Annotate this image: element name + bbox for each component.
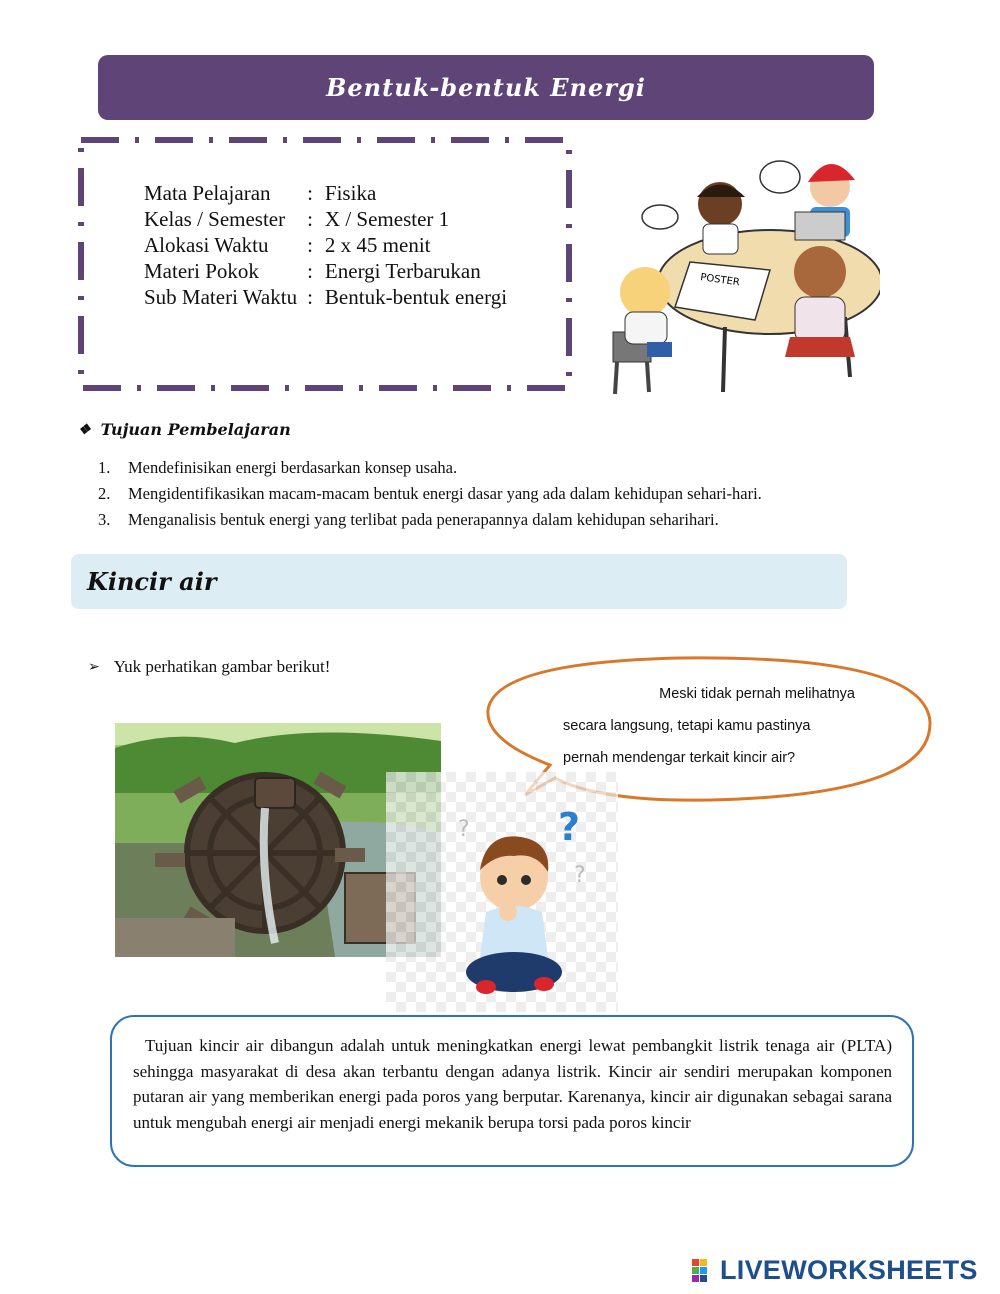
info-colon: : — [307, 207, 313, 231]
info-row — [144, 206, 507, 232]
info-label: Sub Materi Waktu — [144, 285, 298, 309]
info-label: Materi Pokok — [144, 259, 259, 283]
list-item — [98, 481, 978, 507]
list-text: Mendefinisikan energi berdasarkan konsep usaha. — [128, 458, 458, 477]
list-text: Mengidentifikasikan macam-macam bentuk energi dasar yang ada dalam kehidupan sehari-hari. — [128, 484, 762, 503]
logo-mark-icon — [692, 1259, 716, 1283]
section-heading: Kincir air — [87, 567, 217, 596]
info-colon: : — [307, 259, 313, 283]
info-row — [144, 232, 507, 258]
list-text: Menganalisis bentuk energi yang terlibat pada penerapannya dalam kehidupan seharihari. — [128, 510, 719, 529]
info-colon: : — [307, 233, 313, 257]
thinking-boy-illustration — [386, 772, 618, 1012]
info-colon: : — [307, 285, 313, 309]
prompt-text: Yuk perhatikan gambar berikut! — [113, 657, 331, 676]
bubble-text — [563, 678, 855, 774]
question-mark-icon: ? — [574, 863, 586, 888]
question-mark-icon: ? — [558, 805, 581, 849]
info-value: 2 x 45 menit — [324, 233, 431, 257]
section-banner — [71, 554, 847, 609]
objectives-title: Tujuan Pembelajaran — [100, 420, 291, 439]
logo-text: LIVEWORKSHEETS — [720, 1255, 978, 1285]
info-value: X / Semester 1 — [324, 207, 450, 231]
list-number: 2. — [98, 484, 111, 503]
info-label: Mata Pelajaran — [144, 181, 271, 205]
diamond-bullet-icon: ❖ — [78, 421, 91, 438]
title-banner — [98, 55, 874, 120]
bubble-line: secara langsung, tetapi kamu pastinya — [563, 718, 811, 734]
info-row — [144, 180, 507, 206]
prompt-line — [88, 657, 330, 677]
objectives-heading — [78, 420, 291, 439]
liveworksheets-logo — [692, 1255, 978, 1286]
info-label: Kelas / Semester — [144, 207, 286, 231]
info-value: Fisika — [324, 181, 377, 205]
arrow-bullet-icon: ➢ — [88, 659, 100, 675]
info-table — [144, 180, 507, 310]
bubble-line: pernah mendengar terkait kincir air? — [563, 750, 796, 766]
list-item — [98, 455, 978, 481]
bubble-line: Meski tidak pernah melihatnya — [659, 686, 855, 702]
info-label: Alokasi Waktu — [144, 233, 269, 257]
objectives-list — [98, 455, 978, 533]
kids-studying-illustration — [605, 142, 880, 397]
info-value: Energi Terbarukan — [324, 259, 481, 283]
info-colon: : — [307, 181, 313, 205]
list-number: 3. — [98, 510, 111, 529]
list-item — [98, 507, 978, 533]
description-text: Tujuan kincir air dibangun adalah untuk meningkatkan energi lewat pembangkit listrik tenaga air (PLTA) sehingga masyarakat di desa akan terbantu dengan adanya listrik. Kincir air sendiri merupakan komponen putaran air yang memberikan energi pada poros yang berputar. Karenanya, kincir air digunakan sebagai sarana untuk mengubah energi air menjadi energi mekanik berupa torsi pada poros kincir — [133, 1036, 892, 1132]
info-value: Bentuk-bentuk energi — [324, 285, 508, 309]
poster-label: POSTER — [699, 272, 741, 289]
page-title: Bentuk-bentuk Energi — [326, 73, 646, 102]
info-row — [144, 284, 507, 310]
info-row — [144, 258, 507, 284]
list-number: 1. — [98, 458, 111, 477]
description-box — [110, 1015, 914, 1167]
question-mark-icon: ? — [458, 817, 470, 842]
